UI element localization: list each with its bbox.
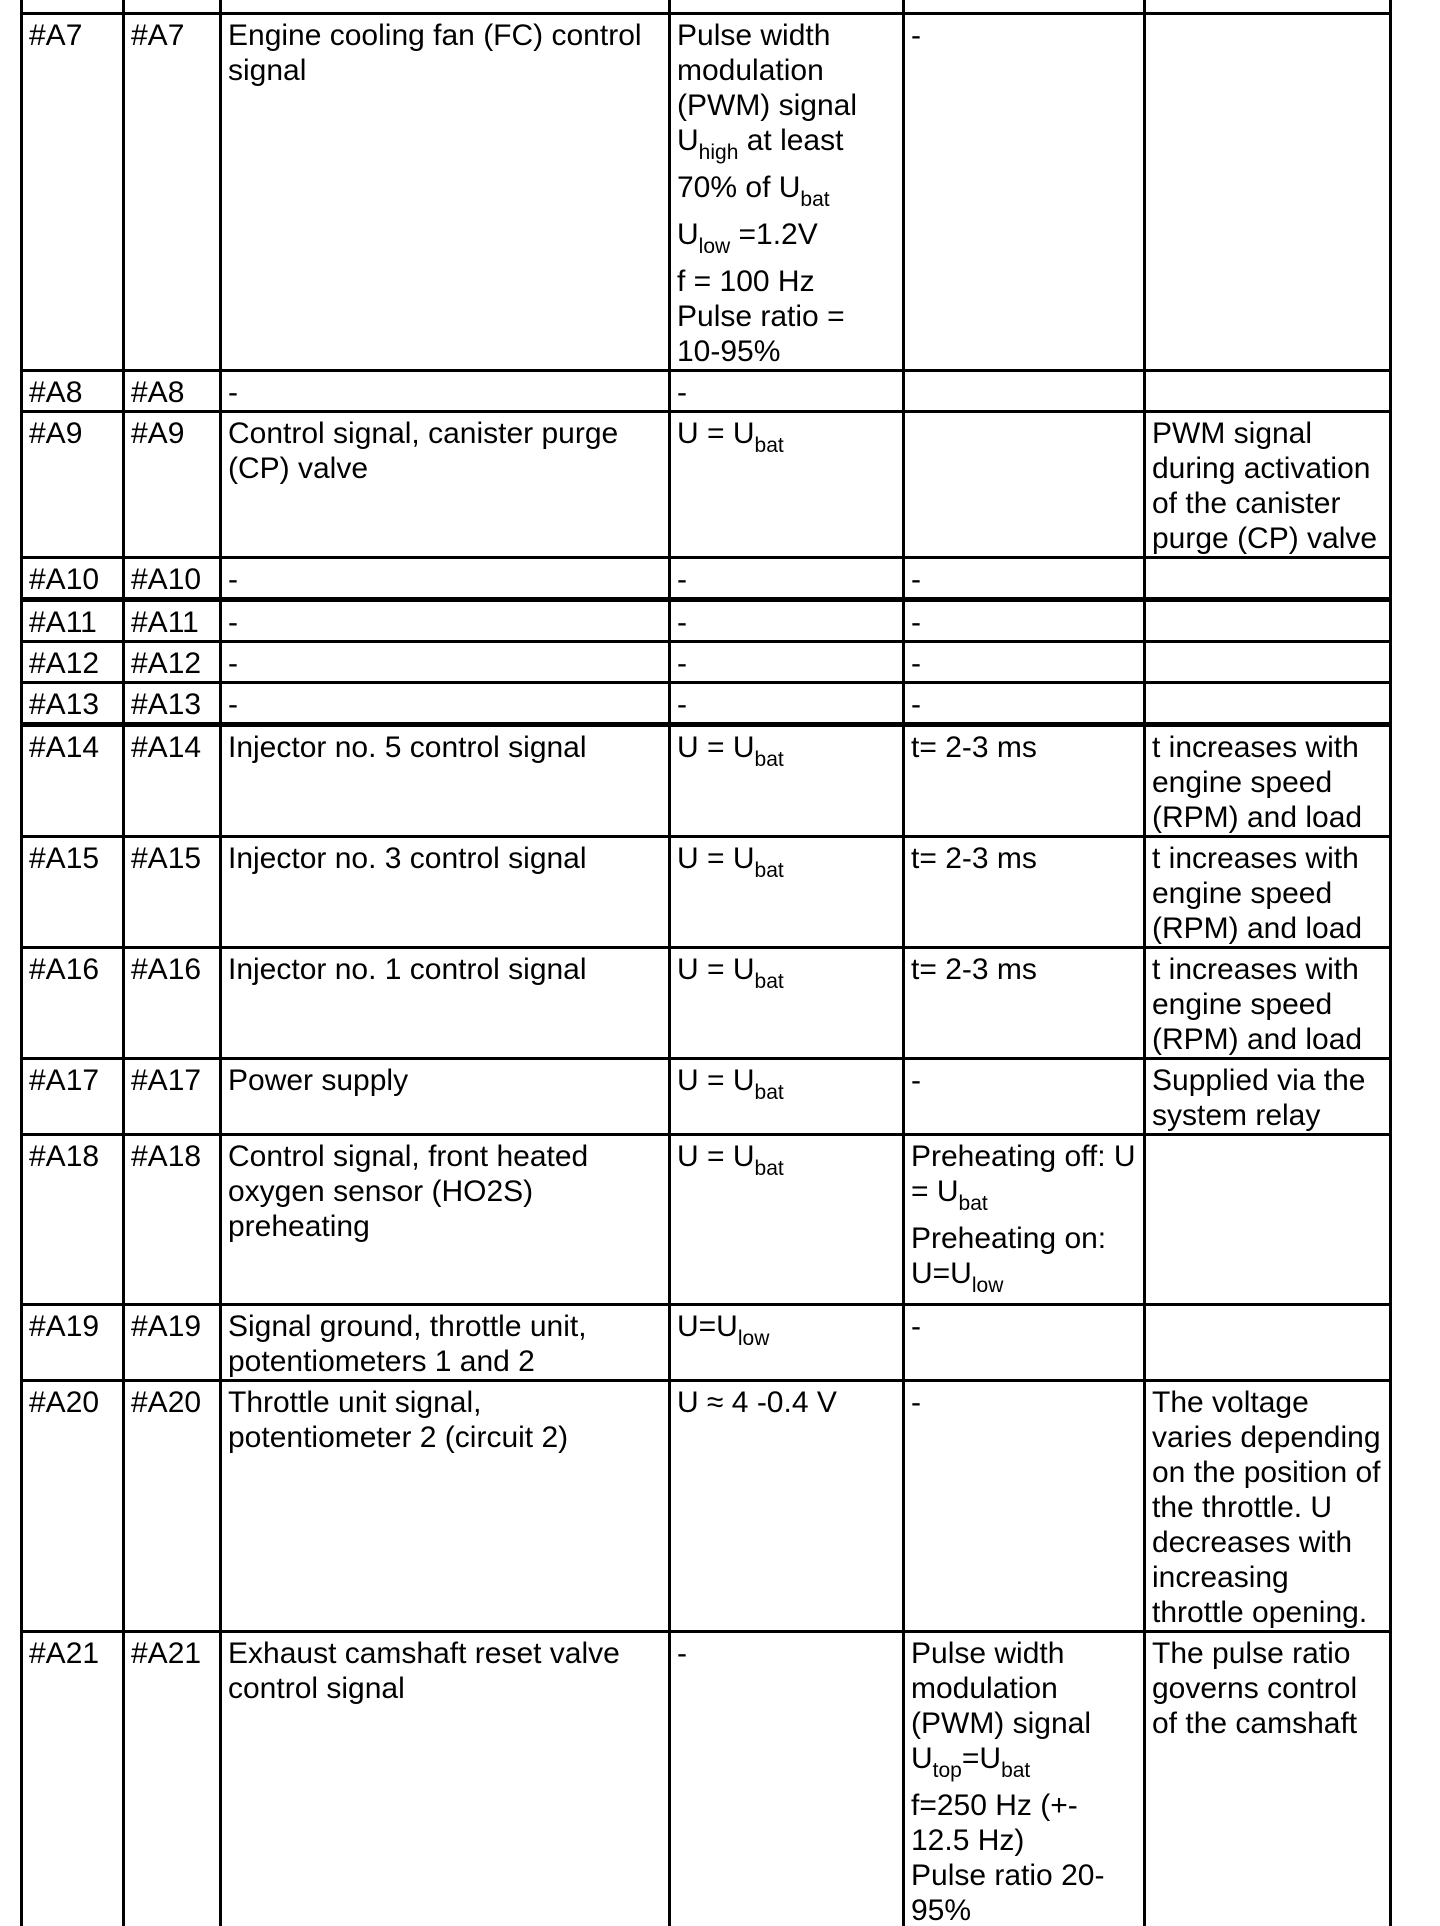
cell-pin-repeat: #A9 <box>124 411 221 557</box>
cell-description: - <box>221 370 670 411</box>
subscript-text: bat <box>754 1156 784 1180</box>
cell-signal-level: - <box>670 370 904 411</box>
cell-description: - <box>221 682 670 724</box>
table-row-a18 <box>22 1134 1391 1304</box>
cell-pin-repeat: #A12 <box>124 641 221 682</box>
cell-note <box>1145 682 1391 724</box>
table-row-a9 <box>22 411 1391 557</box>
cell-description: - <box>221 599 670 641</box>
table-row-a14 <box>22 724 1391 836</box>
table-row-a15 <box>22 836 1391 947</box>
table-row-a17 <box>22 1058 1391 1134</box>
cell-signal-level: Pulse width modulation (PWM) signal $U_{high}$ at least 70% of $U_{bat}$ $U_{low} =1.2V$ f = 100 Hz Pulse ratio = 10-95% <box>670 13 904 370</box>
cell-pin: #A19 <box>22 1304 124 1380</box>
cell-description: Throttle unit signal, potentiometer 2 (circuit 2) <box>221 1380 670 1631</box>
subscript-text: bat <box>754 433 784 457</box>
cell-signal-level <box>670 0 904 13</box>
table-row-a13 <box>22 682 1391 724</box>
cell-description <box>221 0 670 13</box>
subscript-text: bat <box>754 969 784 993</box>
clipped-row-top <box>22 0 1391 13</box>
cell-condition: t= 2-3 ms <box>904 724 1145 836</box>
cell-pin: #A8 <box>22 370 124 411</box>
cell-note <box>1145 13 1391 370</box>
cell-note: t increases with engine speed (RPM) and load <box>1145 724 1391 836</box>
cell-condition: - <box>904 682 1145 724</box>
cell-pin-repeat: #A14 <box>124 724 221 836</box>
cell-condition <box>904 411 1145 557</box>
cell-signal-level: - <box>670 682 904 724</box>
cell-description: - <box>221 641 670 682</box>
subscript-text: bat <box>1001 1758 1031 1782</box>
cell-pin-repeat: #A17 <box>124 1058 221 1134</box>
table-row-a10 <box>22 557 1391 599</box>
cell-signal-level: $U=U_{low}$ <box>670 1304 904 1380</box>
cell-pin-repeat: #A16 <box>124 947 221 1058</box>
table-row-a21 <box>22 1631 1391 1926</box>
cell-pin: #A7 <box>22 13 124 370</box>
cell-pin-repeat: #A18 <box>124 1134 221 1304</box>
cell-description: Signal ground, throttle unit, potentiometers 1 and 2 <box>221 1304 670 1380</box>
subscript-text: low <box>971 1273 1004 1297</box>
cell-pin: #A9 <box>22 411 124 557</box>
cell-signal-level: $U = U_{bat}$ <box>670 1134 904 1304</box>
subscript-text: bat <box>754 747 784 771</box>
cell-signal-level: - <box>670 1631 904 1926</box>
cell-condition: Pulse width modulation (PWM) signal $U_{top}=U_{bat}$ f=250 Hz (+- 12.5 Hz) Pulse ratio 20-95% <box>904 1631 1145 1926</box>
cell-description: Injector no. 5 control signal <box>221 724 670 836</box>
subscript-text: low <box>737 1326 770 1350</box>
cell-pin: #A12 <box>22 641 124 682</box>
subscript-text: bat <box>958 1191 988 1215</box>
cell-condition: - <box>904 1058 1145 1134</box>
cell-pin-repeat: #A13 <box>124 682 221 724</box>
cell-note <box>1145 1134 1391 1304</box>
table-row-a8 <box>22 370 1391 411</box>
table-row-a16 <box>22 947 1391 1058</box>
cell-condition: - <box>904 557 1145 599</box>
cell-signal-level: - <box>670 599 904 641</box>
cell-signal-level: - <box>670 641 904 682</box>
subscript-text: bat <box>800 187 830 211</box>
cell-description: Engine cooling fan (FC) control signal <box>221 13 670 370</box>
cell-pin: #A13 <box>22 682 124 724</box>
table-row-a11 <box>22 599 1391 641</box>
cell-condition: - <box>904 1304 1145 1380</box>
cell-description: Injector no. 3 control signal <box>221 836 670 947</box>
cell-note: t increases with engine speed (RPM) and load <box>1145 947 1391 1058</box>
cell-condition: - <box>904 1380 1145 1631</box>
pin-signal-table-body <box>22 0 1391 1926</box>
cell-condition: - <box>904 13 1145 370</box>
cell-pin-repeat <box>124 0 221 13</box>
cell-signal-level: $U = U_{bat}$ <box>670 836 904 947</box>
cell-note <box>1145 0 1391 13</box>
cell-pin-repeat: #A19 <box>124 1304 221 1380</box>
subscript-text: high <box>698 140 739 164</box>
cell-pin: #A18 <box>22 1134 124 1304</box>
cell-pin <box>22 0 124 13</box>
cell-note: Supplied via the system relay <box>1145 1058 1391 1134</box>
cell-signal-level: $U = U_{bat}$ <box>670 411 904 557</box>
cell-pin-repeat: #A21 <box>124 1631 221 1926</box>
table-row-a19 <box>22 1304 1391 1380</box>
cell-note <box>1145 1304 1391 1380</box>
cell-note: The voltage varies depending on the position of the throttle. U decreases with increasing throttle opening. <box>1145 1380 1391 1631</box>
cell-pin-repeat: #A11 <box>124 599 221 641</box>
cell-description: Injector no. 1 control signal <box>221 947 670 1058</box>
table-row-a12 <box>22 641 1391 682</box>
cell-description: Power supply <box>221 1058 670 1134</box>
cell-note <box>1145 641 1391 682</box>
cell-condition: t= 2-3 ms <box>904 947 1145 1058</box>
cell-signal-level: - <box>670 557 904 599</box>
cell-pin: #A14 <box>22 724 124 836</box>
cell-condition: t= 2-3 ms <box>904 836 1145 947</box>
cell-pin-repeat: #A10 <box>124 557 221 599</box>
cell-pin-repeat: #A20 <box>124 1380 221 1631</box>
cell-condition: - <box>904 641 1145 682</box>
cell-pin: #A11 <box>22 599 124 641</box>
cell-description: Control signal, canister purge (CP) valve <box>221 411 670 557</box>
cell-condition: - <box>904 599 1145 641</box>
cell-pin: #A20 <box>22 1380 124 1631</box>
cell-description: Control signal, front heated oxygen sensor (HO2S) preheating <box>221 1134 670 1304</box>
cell-pin-repeat: #A15 <box>124 836 221 947</box>
subscript-text: low <box>698 234 731 258</box>
cell-pin-repeat: #A7 <box>124 13 221 370</box>
cell-note <box>1145 599 1391 641</box>
cell-condition <box>904 0 1145 13</box>
cell-pin: #A10 <box>22 557 124 599</box>
cell-pin-repeat: #A8 <box>124 370 221 411</box>
subscript-text: top <box>932 1758 962 1782</box>
cell-pin: #A15 <box>22 836 124 947</box>
cell-pin: #A21 <box>22 1631 124 1926</box>
cell-signal-level: $U = U_{bat}$ <box>670 1058 904 1134</box>
table-row-a7 <box>22 13 1391 370</box>
pin-signal-table <box>20 0 1392 1926</box>
cell-condition: Preheating off: U = $U_{bat}$ Preheating on: $U=U_{low}$ <box>904 1134 1145 1304</box>
cell-description: Exhaust camshaft reset valve control signal <box>221 1631 670 1926</box>
cell-signal-level: U ≈ 4 -0.4 V <box>670 1380 904 1631</box>
cell-signal-level: $U = U_{bat}$ <box>670 724 904 836</box>
cell-note <box>1145 370 1391 411</box>
cell-note <box>1145 557 1391 599</box>
cell-note: The pulse ratio governs control of the camshaft <box>1145 1631 1391 1926</box>
cell-condition <box>904 370 1145 411</box>
subscript-text: bat <box>754 1080 784 1104</box>
cell-signal-level: $U = U_{bat}$ <box>670 947 904 1058</box>
table-row-a20 <box>22 1380 1391 1631</box>
cell-pin: #A17 <box>22 1058 124 1134</box>
cell-note: PWM signal during activation of the canister purge (CP) valve <box>1145 411 1391 557</box>
cell-pin: #A16 <box>22 947 124 1058</box>
cell-description: - <box>221 557 670 599</box>
cell-note: t increases with engine speed (RPM) and load <box>1145 836 1391 947</box>
subscript-text: bat <box>754 858 784 882</box>
